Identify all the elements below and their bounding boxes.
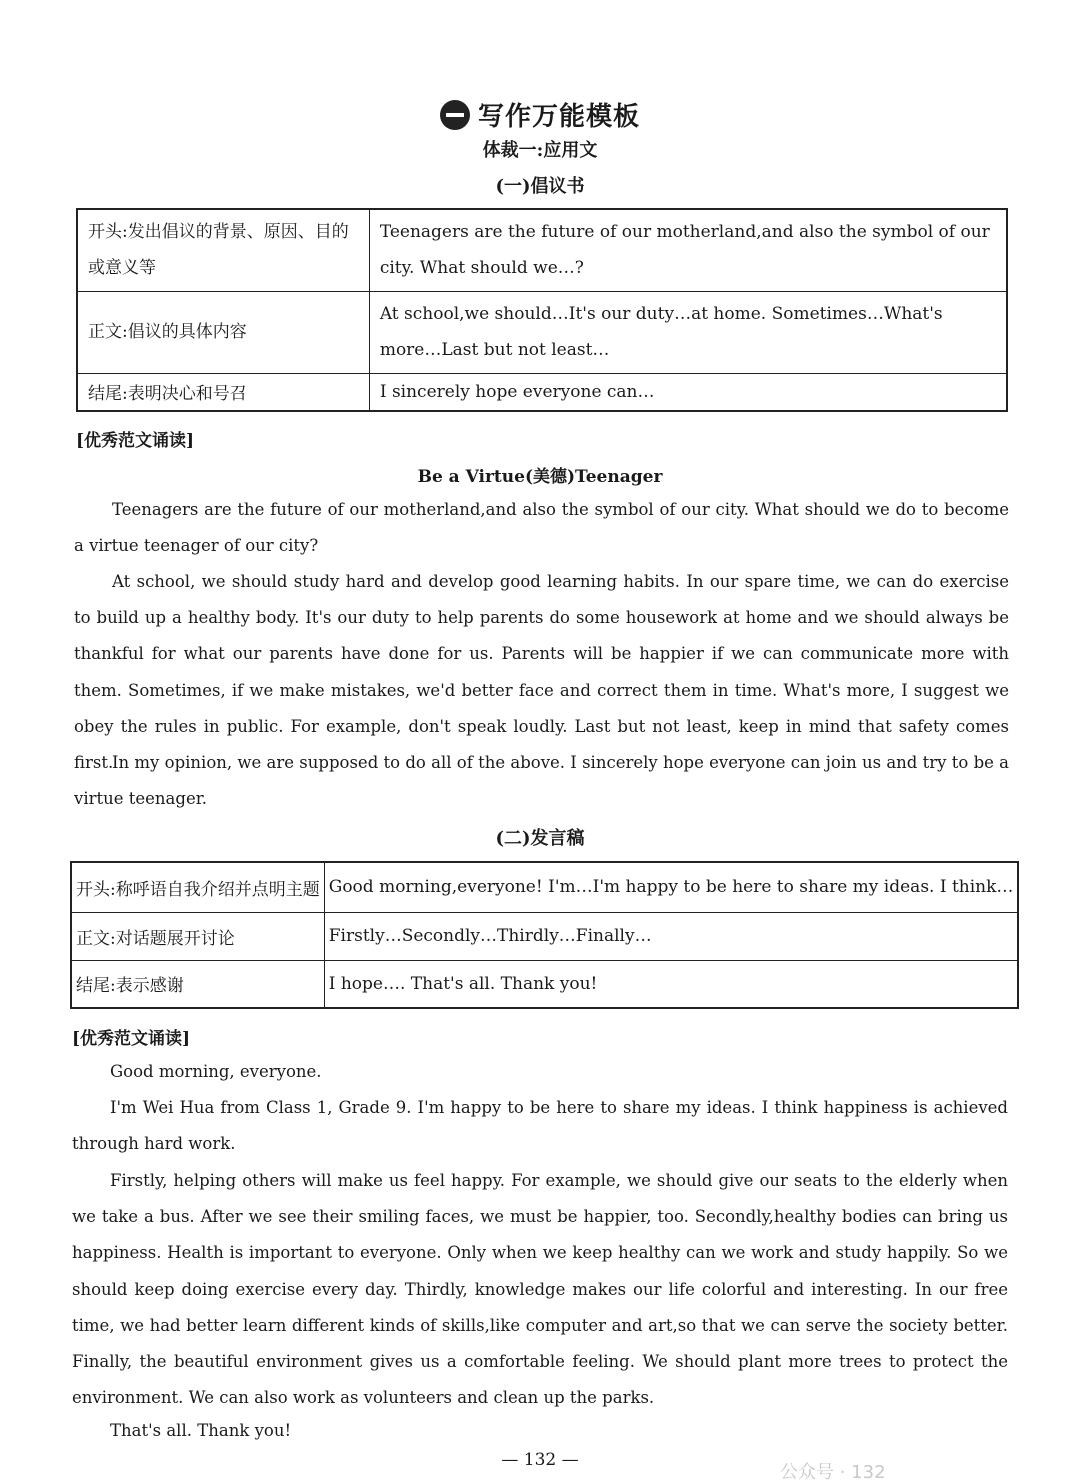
table-row — [77, 373, 1007, 411]
row-label: 结尾:表示感谢 — [71, 960, 324, 1008]
essay-paragraph: Teenagers are the future of our motherland,and also the symbol of our city. What should we do to become a virtue teenager of our city? — [74, 500, 1009, 556]
essay-title: Be a Virtue(美德)Teenager — [417, 467, 663, 487]
sample-label: [优秀范文诵读] — [72, 1029, 191, 1049]
table-row — [71, 912, 1018, 960]
section1-heading: (一)倡议书 — [495, 176, 585, 197]
speech-paragraph: I'm Wei Hua from Class 1, Grade 9. I'm happy to be here to share my ideas. I think happiness is achieved through hard work. — [72, 1098, 1008, 1154]
essay-paragraph: In my opinion, we are supposed to do all of the above. I sincerely hope everyone can join us and try to be a virtue teenager. — [74, 753, 1009, 809]
page-title-row — [0, 96, 1080, 133]
speech-paragraph: That's all. Thank you! — [110, 1421, 292, 1440]
proposal-template-table — [76, 208, 1008, 412]
row-label: 结尾:表明决心和号召 — [77, 373, 369, 411]
table-row — [77, 291, 1007, 373]
row-content: Teenagers are the future of our motherland,and also the symbol of our city. What should we…? — [369, 209, 1007, 291]
watermark: 公众号 · 132 — [780, 1462, 886, 1483]
row-label: 开头:发出倡议的背景、原因、目的或意义等 — [77, 209, 369, 291]
row-label: 正文:倡议的具体内容 — [77, 291, 369, 373]
row-label: 正文:对话题展开讨论 — [71, 912, 324, 960]
row-label: 开头:称呼语自我介绍并点明主题 — [71, 862, 324, 912]
section-badge-icon — [440, 100, 470, 130]
row-content: Good morning,everyone! I'm…I'm happy to be here to share my ideas. I think… — [324, 862, 1018, 912]
section2-heading: (二)发言稿 — [495, 828, 585, 849]
page-title: 写作万能模板 — [477, 102, 640, 132]
genre-subtitle: 体裁一:应用文 — [482, 140, 598, 161]
row-content: At school,we should…It's our duty…at home. Sometimes…What's more…Last but not least… — [369, 291, 1007, 373]
speech-paragraph: Good morning, everyone. — [110, 1062, 322, 1081]
speech-paragraph: Firstly, helping others will make us feel happy. For example, we should give our seats to the elderly when we take a bus. After we see their smiling faces, we must be happier, too. Secondly,healthy bodies can bring us happiness. Health is important to everyone. Only when we keep healthy can we work and study happily. So we should keep doing exercise every day. Thirdly, knowledge makes our life colorful and interesting. In our free time, we had better learn different kinds of skills,like computer and art,so that we can serve the society better. Finally, the beautiful environment gives us a comfortable feeling. We should plant more trees to protect the environment. We can also work as volunteers and clean up the parks. — [72, 1171, 1008, 1408]
row-content: I sincerely hope everyone can… — [369, 373, 1007, 411]
table-row — [71, 862, 1018, 912]
table-row — [71, 960, 1018, 1008]
page-number: — 132 — — [501, 1450, 579, 1470]
sample-label: [优秀范文诵读] — [76, 431, 195, 451]
speech-template-table — [70, 861, 1019, 1009]
table-row — [77, 209, 1007, 291]
essay-paragraph: At school, we should study hard and develop good learning habits. In our spare time, we can do exercise to build up a healthy body. It's our duty to help parents do some housework at home and we should always be thankful for what our parents have done for us. Parents will be happier if we can communicate more with them. Sometimes, if we make mistakes, we'd better face and correct them in time. What's more, I suggest we obey the rules in public. For example, don't speak loudly. Last but not least, keep in mind that safety comes first. — [74, 572, 1009, 773]
row-content: I hope…. That's all. Thank you! — [324, 960, 1018, 1008]
row-content: Firstly…Secondly…Thirdly…Finally… — [324, 912, 1018, 960]
